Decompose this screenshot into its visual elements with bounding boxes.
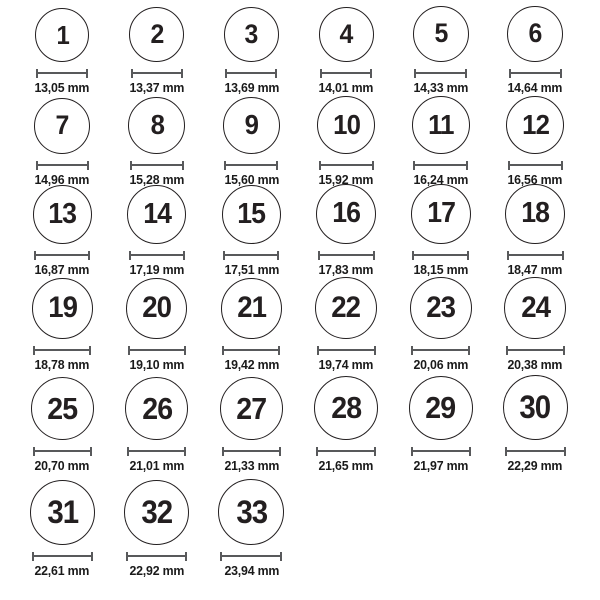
diameter-measure-line [133,72,181,74]
diameter-label: 21,97 mm [413,457,469,473]
diameter-measure-line [509,254,562,256]
diameter-measure-bracket [36,69,88,78]
diameter-measure-line [34,555,91,557]
diameter-measure-bracket [411,447,471,456]
ring-circle [413,6,469,62]
diameter-label: 16,56 mm [507,171,563,187]
diameter-measure-bracket [318,251,375,260]
diameter-measure-line [224,450,279,452]
diameter-label: 16,87 mm [34,261,90,277]
ring-circle [221,278,282,339]
diameter-label: 14,96 mm [34,171,90,187]
ring-size-cell [299,96,394,187]
ring-size-cell [393,6,488,95]
ring-circle [35,8,89,62]
diameter-label: 20,06 mm [413,356,469,372]
diameter-measure-bracket [130,161,184,170]
ring-size-cell [204,479,299,578]
ring-size-cell [110,480,205,578]
diameter-label: 22,92 mm [129,562,185,578]
ring-circle [125,377,188,440]
ring-circle [505,184,565,244]
ring-size-number: 11 [427,108,454,140]
ring-size-cell [110,97,205,187]
diameter-label: 18,47 mm [507,261,563,277]
diameter-measure-bracket [32,552,93,561]
ring-size-number: 7 [55,110,69,141]
ring-size-number: 32 [141,494,173,531]
diameter-label: 21,65 mm [318,457,374,473]
diameter-measure-bracket [222,346,280,355]
ring-size-cell [15,377,110,473]
ring-size-number: 9 [244,109,259,141]
diameter-label: 20,70 mm [34,457,90,473]
diameter-measure-line [318,450,374,452]
ring-size-number: 10 [332,108,360,140]
diameter-label: 17,51 mm [224,261,279,277]
ring-circle [507,6,563,62]
ring-size-number: 16 [332,197,360,230]
diameter-label: 17,19 mm [129,261,185,277]
ring-circle [126,278,187,339]
diameter-label: 22,61 mm [34,562,90,578]
ring-size-number: 30 [519,389,551,426]
ring-size-cell [204,377,299,473]
ring-circle [30,480,95,545]
diameter-measure-bracket [509,69,562,78]
ring-size-number: 3 [245,18,258,49]
ring-size-cell [110,185,205,277]
ring-size-number: 21 [237,291,266,325]
ring-circle [128,97,185,154]
diameter-measure-bracket [411,346,470,355]
ring-size-number: 4 [339,18,353,49]
diameter-measure-bracket [317,346,376,355]
diameter-measure-line [510,164,561,166]
diameter-label: 16,24 mm [413,171,469,187]
diameter-label: 17,83 mm [318,261,374,277]
ring-size-number: 20 [142,291,172,325]
ring-size-number: 8 [150,109,164,141]
diameter-measure-line [413,450,469,452]
chart-row [0,277,600,372]
diameter-measure-bracket [414,69,467,78]
ring-size-cell [15,98,110,187]
diameter-measure-line [227,72,275,74]
ring-size-number: 12 [521,108,549,140]
diameter-measure-bracket [225,69,277,78]
ring-size-number: 2 [150,18,164,49]
ring-circle [129,7,184,62]
ring-size-cell [15,8,110,95]
ring-size-number: 19 [47,291,77,325]
diameter-measure-line [222,555,280,557]
ring-size-cell [204,185,299,277]
ring-circle [506,96,564,154]
diameter-measure-bracket [223,251,279,260]
chart-row [0,473,600,578]
ring-circle [32,278,93,339]
diameter-measure-bracket [224,161,278,170]
diameter-measure-bracket [506,346,565,355]
diameter-measure-line [132,164,182,166]
diameter-measure-line [35,450,90,452]
ring-size-cell [15,185,110,277]
diameter-measure-line [36,254,88,256]
ring-size-number: 26 [141,390,172,426]
ring-size-number: 5 [434,18,448,49]
ring-size-number: 23 [426,290,456,324]
ring-size-cell [488,6,583,95]
diameter-measure-line [38,164,87,166]
diameter-measure-bracket [33,346,91,355]
diameter-label: 15,28 mm [129,171,185,187]
ring-circle [127,185,186,244]
ring-size-number: 33 [236,493,267,530]
ring-size-number: 1 [56,19,69,50]
diameter-measure-line [129,450,184,452]
ring-size-cell [393,376,488,473]
diameter-measure-line [507,450,564,452]
ring-circle [411,184,471,244]
ring-size-cell [299,184,394,277]
ring-circle [319,7,374,62]
diameter-measure-bracket [128,346,186,355]
ring-circle [314,376,378,440]
ring-size-cell [110,278,205,372]
ring-size-cell [299,376,394,473]
diameter-label: 19,10 mm [129,356,185,372]
diameter-measure-bracket [505,447,566,456]
diameter-label: 15,60 mm [224,171,279,187]
diameter-label: 19,74 mm [318,356,374,372]
diameter-measure-line [508,349,563,351]
ring-size-number: 14 [142,197,171,230]
diameter-measure-line [224,349,278,351]
ring-circle [315,277,377,339]
ring-size-cell [204,7,299,95]
ring-size-number: 28 [331,390,362,426]
ring-size-number: 13 [48,197,77,230]
ring-circle [412,96,470,154]
ring-size-cell [204,97,299,187]
ring-circle [218,479,284,545]
diameter-measure-bracket [126,552,187,561]
diameter-label: 13,69 mm [224,79,279,95]
diameter-measure-bracket [316,447,376,456]
ring-circle [33,185,92,244]
chart-row [0,95,600,187]
diameter-label: 22,29 mm [507,457,563,473]
ring-size-cell [204,278,299,372]
ring-circle [410,277,472,339]
ring-circle [224,7,279,62]
ring-size-number: 17 [426,197,455,230]
chart-row [0,187,600,277]
ring-circle [124,480,189,545]
ring-size-cell [488,96,583,187]
diameter-measure-bracket [131,69,183,78]
diameter-label: 14,33 mm [413,79,469,95]
diameter-measure-line [414,254,467,256]
diameter-label: 14,64 mm [507,79,563,95]
diameter-measure-line [319,349,374,351]
ring-size-number: 27 [236,390,267,426]
ring-size-number: 24 [520,290,550,324]
diameter-measure-line [415,164,466,166]
diameter-label: 23,94 mm [224,562,279,578]
ring-size-cell [393,184,488,277]
diameter-measure-bracket [36,161,89,170]
diameter-label: 18,78 mm [34,356,90,372]
ring-circle [409,376,473,440]
diameter-measure-bracket [320,69,372,78]
chart-row [0,0,600,95]
diameter-measure-bracket [319,161,374,170]
diameter-measure-bracket [220,552,282,561]
diameter-measure-bracket [413,161,468,170]
diameter-measure-line [131,254,183,256]
diameter-measure-line [321,164,372,166]
diameter-measure-line [413,349,468,351]
diameter-measure-bracket [507,251,564,260]
ring-size-number: 29 [425,390,456,426]
diameter-label: 13,05 mm [34,79,90,95]
diameter-label: 21,33 mm [224,457,279,473]
diameter-measure-bracket [129,251,185,260]
diameter-measure-bracket [34,251,90,260]
ring-circle [316,184,376,244]
diameter-measure-line [38,72,86,74]
ring-size-cell [488,375,583,473]
diameter-measure-line [511,72,560,74]
diameter-measure-line [130,349,184,351]
diameter-measure-line [416,72,465,74]
diameter-measure-line [225,254,277,256]
diameter-measure-bracket [508,161,563,170]
diameter-label: 15,92 mm [318,171,374,187]
diameter-measure-line [320,254,373,256]
ring-circle [34,98,90,154]
diameter-measure-bracket [222,447,281,456]
diameter-measure-line [35,349,89,351]
ring-size-number: 22 [331,290,361,324]
ring-size-cell [488,184,583,277]
diameter-measure-bracket [412,251,469,260]
diameter-label: 21,01 mm [129,457,185,473]
diameter-label: 19,42 mm [224,356,279,372]
ring-circle [503,375,568,440]
diameter-measure-line [226,164,276,166]
ring-size-cell [110,7,205,95]
ring-circle [222,185,281,244]
diameter-label: 13,37 mm [129,79,185,95]
ring-size-number: 6 [528,18,542,49]
ring-size-number: 18 [521,197,550,230]
ring-size-cell [15,278,110,372]
diameter-label: 18,15 mm [413,261,469,277]
diameter-label: 20,38 mm [507,356,563,372]
ring-size-cell [110,377,205,473]
ring-size-cell [299,277,394,372]
ring-circle [504,277,566,339]
ring-size-cell [393,96,488,187]
diameter-measure-bracket [127,447,186,456]
diameter-measure-line [128,555,185,557]
diameter-measure-bracket [33,447,92,456]
ring-size-cell [299,7,394,95]
ring-size-cell [15,480,110,578]
ring-circle [223,97,280,154]
ring-size-number: 31 [46,494,78,531]
chart-row [0,372,600,473]
ring-circle [31,377,94,440]
ring-size-cell [488,277,583,372]
diameter-label: 14,01 mm [318,79,374,95]
diameter-measure-line [322,72,370,74]
ring-circle [317,96,375,154]
ring-size-number: 25 [47,390,78,426]
ring-size-number: 15 [237,197,266,230]
ring-size-cell [393,277,488,372]
ring-circle [220,377,283,440]
